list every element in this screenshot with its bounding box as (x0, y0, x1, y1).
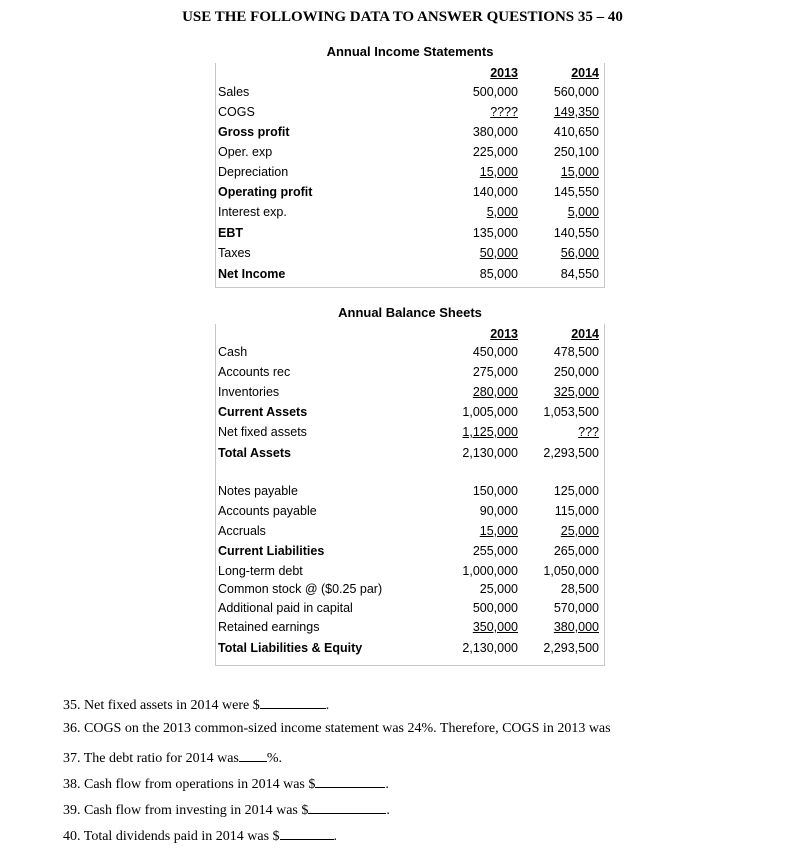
value-2014: 410,650 (553, 125, 599, 139)
table-row (215, 345, 605, 364)
value-2013: 15,000 (479, 165, 518, 179)
question-suffix: . (325, 698, 330, 713)
question-suffix: %. (266, 751, 283, 766)
value-2014: 149,350 (553, 105, 599, 119)
value-2014: 25,000 (560, 524, 599, 538)
row-label: Net Income (218, 267, 286, 281)
question-40 (63, 825, 337, 845)
question-suffix: . (386, 803, 390, 818)
value-2014: 84,550 (560, 267, 599, 281)
value-2013: 380,000 (472, 125, 518, 139)
table-row (215, 504, 605, 523)
balance-year-2013: 2013 (490, 327, 518, 341)
row-label: Net fixed assets (218, 425, 307, 439)
page-heading: USE THE FOLLOWING DATA TO ANSWER QUESTIONS 35 – 40 (182, 9, 623, 25)
value-2013: 225,000 (472, 145, 518, 159)
question-suffix: . (385, 777, 389, 792)
question-37 (63, 747, 282, 767)
value-2014: 2,293,500 (543, 641, 599, 655)
value-2014: 125,000 (553, 484, 599, 498)
value-2013: ???? (490, 105, 518, 119)
value-2013: 255,000 (472, 544, 518, 558)
row-label: Taxes (218, 246, 251, 260)
row-label: Additional paid in capital (218, 601, 353, 615)
value-2014: 250,100 (553, 145, 599, 159)
table-row (215, 105, 605, 124)
question-36 (63, 721, 611, 737)
row-label: Accounts rec (218, 365, 291, 379)
table-row (215, 484, 605, 503)
value-2014: 1,053,500 (543, 405, 599, 419)
table-row (215, 620, 605, 639)
table-row (215, 425, 605, 444)
question-38 (63, 773, 389, 793)
value-2013: 2,130,000 (462, 446, 518, 460)
table-row (215, 246, 605, 265)
value-2013: 85,000 (479, 267, 518, 281)
question-text: 38. Cash flow from operations in 2014 was $ (63, 777, 316, 792)
table-row (215, 185, 605, 204)
value-2014: 380,000 (553, 620, 599, 634)
question-text: 37. The debt ratio for 2014 was (63, 751, 239, 766)
value-2013: 140,000 (472, 185, 518, 199)
row-label: Sales (218, 85, 250, 99)
table-row (215, 446, 605, 465)
value-2014: 140,550 (553, 226, 599, 240)
table-row (215, 226, 605, 245)
value-2013: 1,005,000 (462, 405, 518, 419)
table-row (215, 205, 605, 224)
balance-sheet-title: Annual Balance Sheets (338, 305, 482, 320)
question-39 (63, 799, 390, 819)
value-2014: 570,000 (553, 601, 599, 615)
row-label: Current Assets (218, 405, 308, 419)
table-row (215, 582, 605, 601)
value-2013: 500,000 (472, 85, 518, 99)
table-row (215, 365, 605, 384)
answer-blank[interactable] (308, 799, 386, 814)
question-35 (63, 694, 329, 714)
balance-year-2014: 2014 (571, 327, 599, 341)
table-row (215, 125, 605, 144)
answer-blank[interactable] (239, 747, 267, 762)
row-label: Common stock @ ($0.25 par) (218, 582, 383, 596)
table-row (215, 524, 605, 543)
table-row (215, 544, 605, 563)
answer-blank[interactable] (280, 825, 334, 840)
value-2013: 15,000 (479, 524, 518, 538)
value-2014: ??? (578, 425, 599, 439)
value-2014: 325,000 (553, 385, 599, 399)
value-2013: 1,125,000 (462, 425, 518, 439)
row-label: COGS (218, 105, 255, 119)
income-year-2013: 2013 (490, 66, 518, 80)
row-label: Cash (218, 345, 248, 359)
row-label: Inventories (218, 385, 280, 399)
table-row (215, 641, 605, 660)
value-2013: 1,000,000 (462, 564, 518, 578)
row-label: Total Assets (218, 446, 291, 460)
table-row (215, 564, 605, 583)
income-statement-title: Annual Income Statements (326, 44, 494, 59)
value-2014: 478,500 (553, 345, 599, 359)
value-2014: 5,000 (567, 205, 599, 219)
row-label: Notes payable (218, 484, 298, 498)
table-row (215, 165, 605, 184)
row-label: Long-term debt (218, 564, 303, 578)
row-label: Retained earnings (218, 620, 320, 634)
value-2013: 275,000 (472, 365, 518, 379)
question-text: 39. Cash flow from investing in 2014 was $ (63, 803, 309, 818)
table-row (215, 385, 605, 404)
table-row (215, 85, 605, 104)
table-row (215, 405, 605, 424)
answer-blank[interactable] (260, 694, 326, 709)
row-label: Gross profit (218, 125, 290, 139)
value-2014: 2,293,500 (543, 446, 599, 460)
answer-blank[interactable] (315, 773, 385, 788)
value-2014: 28,500 (560, 582, 599, 596)
row-label: Oper. exp (218, 145, 273, 159)
value-2014: 145,550 (553, 185, 599, 199)
value-2014: 56,000 (560, 246, 599, 260)
question-text: 35. Net fixed assets in 2014 were $ (63, 698, 260, 713)
table-row (215, 145, 605, 164)
value-2013: 280,000 (472, 385, 518, 399)
income-year-2014: 2014 (571, 66, 599, 80)
value-2014: 15,000 (560, 165, 599, 179)
question-suffix: . (333, 829, 338, 844)
row-label: Accruals (218, 524, 266, 538)
value-2013: 500,000 (472, 601, 518, 615)
question-text: 36. COGS on the 2013 common-sized income statement was 24%. Therefore, COGS in 2013 was (63, 721, 611, 736)
row-label: Operating profit (218, 185, 313, 199)
value-2014: 560,000 (553, 85, 599, 99)
row-label: Depreciation (218, 165, 289, 179)
row-label: Current Liabilities (218, 544, 325, 558)
question-text: 40. Total dividends paid in 2014 was $ (63, 829, 280, 844)
balance-year-header (215, 327, 605, 346)
value-2013: 450,000 (472, 345, 518, 359)
value-2013: 135,000 (472, 226, 518, 240)
value-2014: 1,050,000 (543, 564, 599, 578)
value-2013: 2,130,000 (462, 641, 518, 655)
value-2014: 250,000 (553, 365, 599, 379)
row-label: EBT (218, 226, 243, 240)
value-2013: 150,000 (472, 484, 518, 498)
income-year-header (215, 66, 605, 85)
table-row (215, 267, 605, 286)
value-2014: 265,000 (553, 544, 599, 558)
value-2013: 25,000 (479, 582, 518, 596)
row-label: Interest exp. (218, 205, 287, 219)
value-2013: 90,000 (479, 504, 518, 518)
value-2013: 350,000 (472, 620, 518, 634)
value-2013: 5,000 (486, 205, 518, 219)
table-row (215, 601, 605, 620)
value-2014: 115,000 (554, 504, 599, 518)
value-2013: 50,000 (479, 246, 518, 260)
row-label: Accounts payable (218, 504, 317, 518)
row-label: Total Liabilities & Equity (218, 641, 363, 655)
